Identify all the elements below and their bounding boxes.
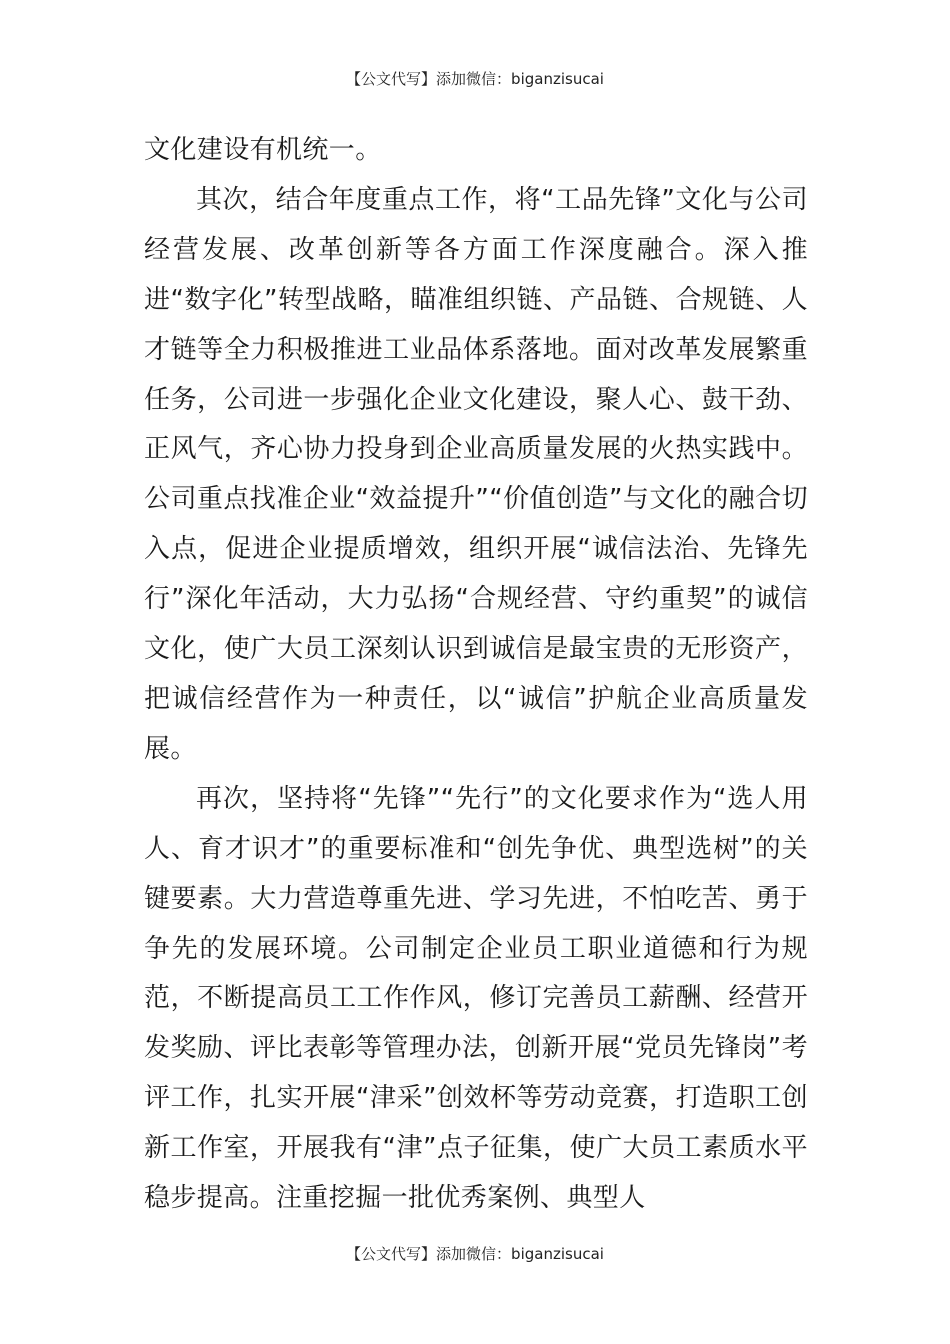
page-footer-watermark: 【公文代写】添加微信：biganzisucai	[346, 1245, 604, 1263]
paragraph-secondly: 其次，结合年度重点工作，将“工品先锋”文化与公司经营发展、改革创新等各方面工作深度融合。深入推进“数字化”转型战略，瞄准组织链、产品链、合规链、人才链等全力积极推进工业品体系落地。面对改革发展繁重任务，公司进一步强化企业文化建设，聚人心、鼓干劲、正风气，齐心协力投身到企业高质量发展的火热实践中。公司重点找准企业“效益提升”“价值创造”与文化的融合切入点，促进企业提质增效，组织开展“诚信法治、先锋先行”深化年活动，大力弘扬“合规经营、守约重契”的诚信文化，使广大员工深刻认识到诚信是最宝贵的无形资产，把诚信经营作为一种责任，以“诚信”护航企业高质量发展。	[144, 184, 808, 764]
paragraph-continuation: 文化建设有机统一。	[144, 135, 382, 165]
page-header-watermark: 【公文代写】添加微信：biganzisucai	[346, 70, 604, 88]
document-body	[144, 126, 808, 1224]
paragraph-thirdly: 再次，坚持将“先锋”“先行”的文化要求作为“选人用人、育才识才”的重要标准和“创先争优、典型选树”的关键要素。大力营造尊重先进、学习先进，不怕吃苦、勇于争先的发展环境。公司制定企业员工职业道德和行为规范，不断提高员工工作作风，修订完善员工薪酬、经营开发奖励、评比表彰等管理办法，创新开展“党员先锋岗”考评工作，扎实开展“津采”创效杯等劳动竞赛，打造职工创新工作室，开展我有“津”点子征集，使广大员工素质水平稳步提高。注重挖掘一批优秀案例、典型人	[144, 783, 808, 1214]
